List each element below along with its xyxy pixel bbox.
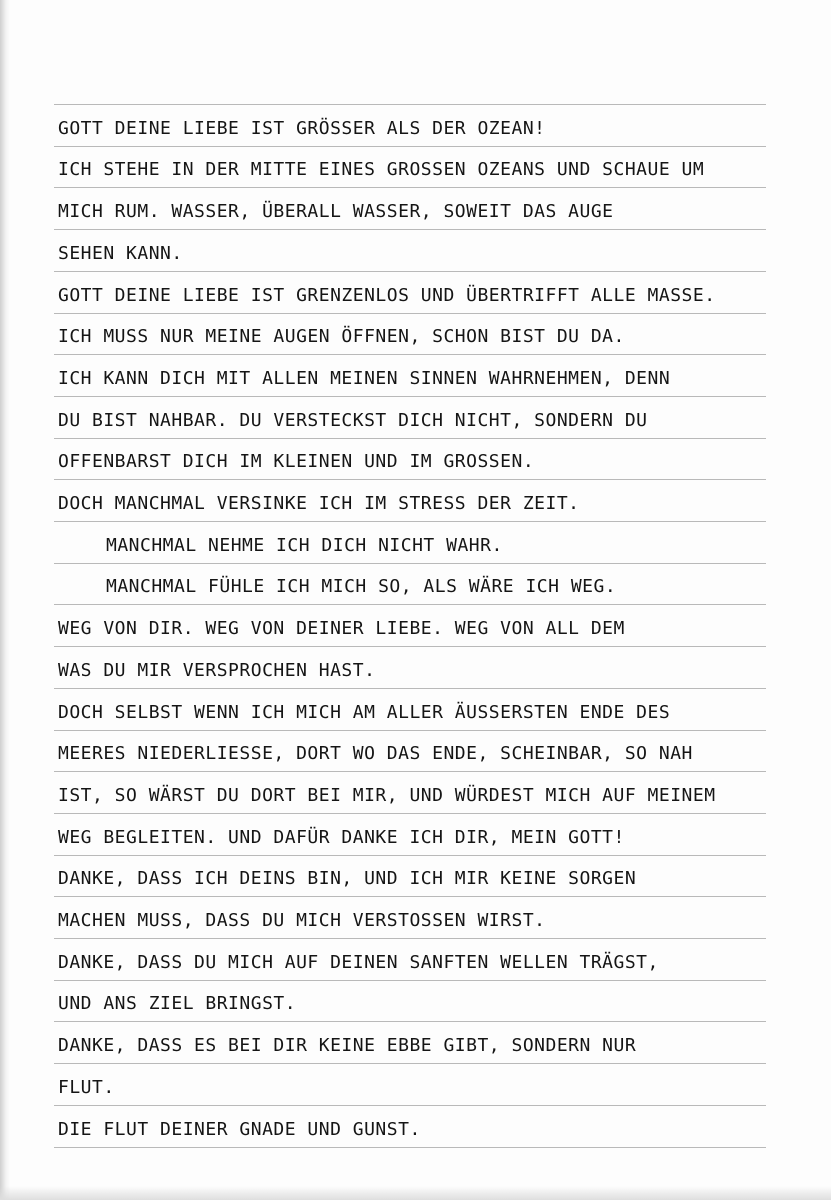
- text-line-15: DOCH SELBST WENN ICH MICH AM ALLER ÄUSSERSTEN ENDE DES: [58, 702, 671, 723]
- text-line-1: GOTT DEINE LIEBE IST GRÖSSER ALS DER OZEAN!: [58, 118, 546, 139]
- text-line-8: DU BIST NAHBAR. DU VERSTECKST DICH NICHT, SONDERN DU: [58, 410, 648, 431]
- text-line-7: ICH KANN DICH MIT ALLEN MEINEN SINNEN WAHRNEHMEN, DENN: [58, 368, 671, 389]
- text-line-24: FLUT.: [58, 1077, 115, 1098]
- text-line-13: WEG VON DIR. WEG VON DEINER LIEBE. WEG VON ALL DEM: [58, 618, 625, 639]
- text-line-14: WAS DU MIR VERSPROCHEN HAST.: [58, 660, 376, 681]
- text-line-20: MACHEN MUSS, DASS DU MICH VERSTOSSEN WIRST.: [58, 910, 546, 931]
- text-line-21: DANKE, DASS DU MICH AUF DEINEN SANFTEN WELLEN TRÄGST,: [58, 952, 659, 973]
- text-line-12: MANCHMAL FÜHLE ICH MICH SO, ALS WÄRE ICH WEG.: [106, 576, 617, 597]
- text-line-10: DOCH MANCHMAL VERSINKE ICH IM STRESS DER ZEIT.: [58, 493, 580, 514]
- text-line-18: WEG BEGLEITEN. UND DAFÜR DANKE ICH DIR, MEIN GOTT!: [58, 827, 625, 848]
- text-line-3: MICH RUM. WASSER, ÜBERALL WASSER, SOWEIT DAS AUGE: [58, 201, 614, 222]
- text-line-9: OFFENBARST DICH IM KLEINEN UND IM GROSSEN.: [58, 451, 535, 472]
- text-line-16: MEERES NIEDERLIESSE, DORT WO DAS ENDE, SCHEINBAR, SO NAH: [58, 743, 693, 764]
- text-line-19: DANKE, DASS ICH DEINS BIN, UND ICH MIR KEINE SORGEN: [58, 868, 637, 889]
- text-line-6: ICH MUSS NUR MEINE AUGEN ÖFFNEN, SCHON BIST DU DA.: [58, 326, 625, 347]
- text-line-17: IST, SO WÄRST DU DORT BEI MIR, UND WÜRDEST MICH AUF MEINEM: [58, 785, 716, 806]
- text-line-4: SEHEN KANN.: [58, 243, 183, 264]
- text-line-23: DANKE, DASS ES BEI DIR KEINE EBBE GIBT, SONDERN NUR: [58, 1035, 637, 1056]
- text-line-5: GOTT DEINE LIEBE IST GRENZENLOS UND ÜBERTRIFFT ALLE MASSE.: [58, 285, 716, 306]
- text-line-11: MANCHMAL NEHME ICH DICH NICHT WAHR.: [106, 535, 503, 556]
- text-line-25: DIE FLUT DEINER GNADE UND GUNST.: [58, 1119, 421, 1140]
- text-line-22: UND ANS ZIEL BRINGST.: [58, 993, 297, 1014]
- page-bottom-shadow: [0, 1186, 831, 1200]
- text-line-2: ICH STEHE IN DER MITTE EINES GROSSEN OZEANS UND SCHAUE UM: [58, 159, 705, 180]
